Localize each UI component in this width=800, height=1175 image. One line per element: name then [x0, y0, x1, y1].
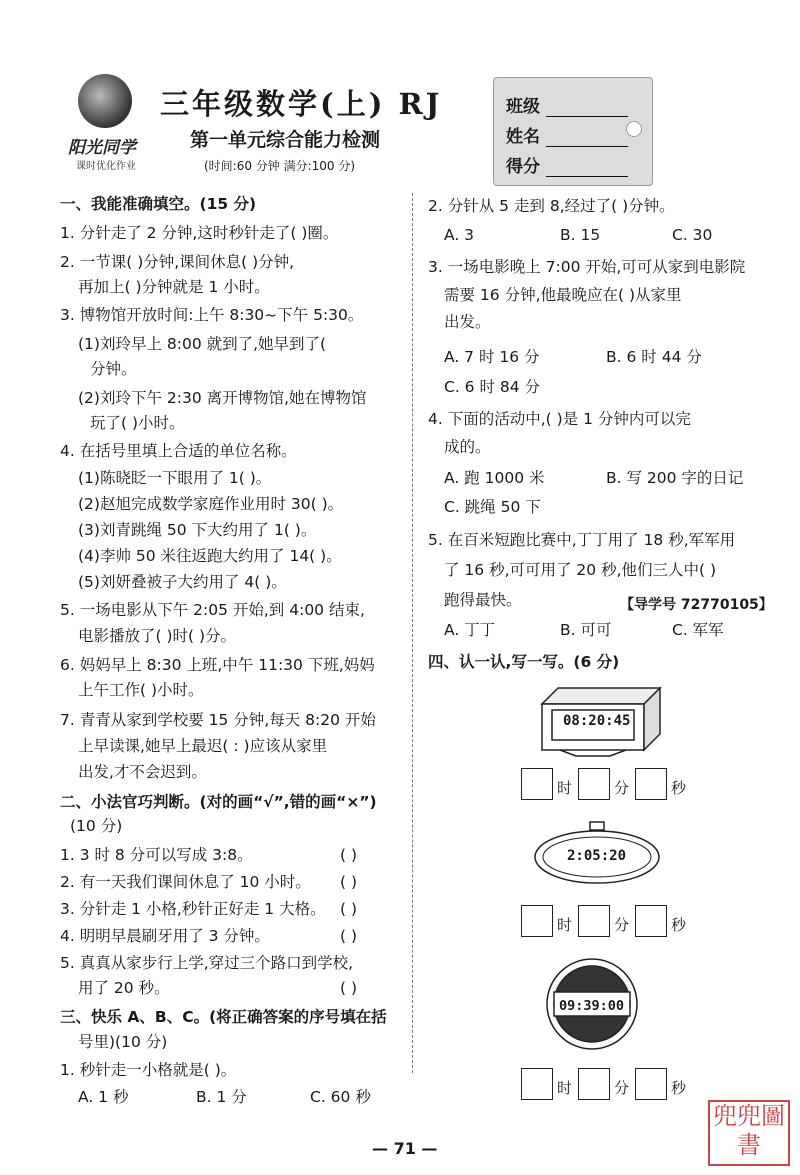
section-1-heading: 一、我能准确填空。(15 分): [60, 195, 257, 213]
question-1-2-cont: 再加上( )分钟就是 1 小时。: [78, 278, 270, 296]
choice-3-b[interactable]: B. 6 时 44 分: [606, 348, 702, 366]
student-info-tag: [493, 77, 653, 186]
choice-5-c[interactable]: C. 军军: [672, 621, 724, 639]
clock-1-hour-label: 时: [557, 779, 573, 797]
judge-1: 1. 3 时 8 分可以写成 3:8。: [60, 846, 253, 864]
question-1-6-cont: 上午工作( )小时。: [78, 681, 204, 699]
choice-4-b[interactable]: B. 写 200 字的日记: [606, 469, 744, 487]
question-1-6: 6. 妈妈早上 8:30 上班,中午 11:30 下班,妈妈: [60, 656, 375, 674]
choice-3-cont: 需要 16 分钟,他最晚应在( )从家里: [444, 286, 682, 304]
page-subtitle: 第一单元综合能力检测: [190, 129, 381, 151]
judge-5-cont: 用了 20 秒。: [78, 979, 170, 997]
judge-5-answer[interactable]: ( ): [340, 979, 358, 997]
choice-2: 2. 分针从 5 走到 8,经过了( )分钟。: [428, 197, 675, 215]
clock-1-second-box[interactable]: [635, 768, 667, 800]
judge-3-answer[interactable]: ( ): [340, 900, 358, 918]
clock-3-second-label: 秒: [671, 1079, 687, 1097]
clock-3-time: 09:39:00: [559, 998, 625, 1014]
section-2-heading: 二、小法官巧判断。(对的画“√”,错的画“×”): [60, 793, 377, 811]
brand-name: 阳光同学: [68, 138, 136, 158]
question-1-1: 1. 分针走了 2 分钟,这时秒针走了( )圈。: [60, 224, 339, 242]
section-3-heading: 三、快乐 A、B、C。(将正确答案的序号填在括: [60, 1008, 387, 1026]
choice-4-a[interactable]: A. 跑 1000 米: [444, 469, 545, 487]
judge-4: 4. 明明早晨刷牙用了 3 分钟。: [60, 927, 270, 945]
question-1-4-3: (3)刘青跳绳 50 下大约用了 1( )。: [78, 521, 317, 539]
question-1-4-4: (4)李帅 50 米往返跑大约用了 14( )。: [78, 547, 342, 565]
question-1-3: 3. 博物馆开放时间:上午 8:30~下午 5:30。: [60, 306, 364, 324]
judge-2: 2. 有一天我们课间休息了 10 小时。: [60, 873, 311, 891]
clock-3-hour-label: 时: [557, 1079, 573, 1097]
judge-5: 5. 真真从家步行上学,穿过三个路口到学校,: [60, 954, 354, 972]
clock-3-minute-label: 分: [614, 1079, 630, 1097]
clock-1-time: 08:20:45: [563, 713, 631, 729]
choice-2-a[interactable]: A. 3: [444, 226, 475, 244]
clock-2-time: 2:05:20: [567, 848, 627, 864]
choice-1-b[interactable]: B. 1 分: [196, 1088, 247, 1106]
publisher-seal-stamp: 兜兜圖書: [708, 1100, 790, 1166]
clock-3-hour-box[interactable]: [521, 1068, 553, 1100]
question-1-3-1-cont: 分钟。: [90, 360, 137, 378]
question-1-7-cont2: 出发,才不会迟到。: [78, 763, 207, 781]
question-1-4: 4. 在括号里填上合适的单位名称。: [60, 442, 297, 460]
question-1-4-5: (5)刘妍叠被子大约用了 4( )。: [78, 573, 287, 591]
name-field[interactable]: 姓名: [506, 122, 628, 147]
choice-5-cont: 了 16 秒,可可用了 20 秒,他们三人中( ): [444, 561, 717, 579]
choice-4-cont: 成的。: [444, 438, 491, 456]
exam-meta: (时间:60 分钟 满分:100 分): [204, 159, 356, 173]
question-1-3-2: (2)刘玲下午 2:30 离开博物馆,她在博物馆: [78, 389, 367, 407]
question-1-7-cont: 上早读课,她早上最迟( : )应该从家里: [78, 737, 328, 755]
section-3-heading-cont: 号里)(10 分): [78, 1033, 168, 1051]
page-number: — 71 —: [372, 1139, 438, 1158]
question-1-4-1: (1)陈晓眨一下眼用了 1( )。: [78, 469, 272, 487]
question-1-4-2: (2)赵旭完成数学家庭作业用时 30( )。: [78, 495, 344, 513]
tag-hole-icon: [626, 121, 642, 137]
question-1-5: 5. 一场电影从下午 2:05 开始,到 4:00 结束,: [60, 601, 365, 619]
choice-2-b[interactable]: B. 15: [560, 226, 601, 244]
clock-1-hour-box[interactable]: [521, 768, 553, 800]
question-1-3-1: (1)刘玲早上 8:00 就到了,她早到了(: [78, 335, 327, 353]
brand-subtitle: 课时优化作业: [76, 161, 136, 172]
choice-3-a[interactable]: A. 7 时 16 分: [444, 348, 540, 366]
column-divider: [412, 193, 413, 1073]
choice-3: 3. 一场电影晚上 7:00 开始,可可从家到电影院: [428, 258, 746, 276]
question-1-2: 2. 一节课( )分钟,课间休息( )分钟,: [60, 253, 295, 271]
choice-5-cont2: 跑得最快。: [444, 591, 522, 609]
judge-1-answer[interactable]: ( ): [340, 846, 358, 864]
judge-4-answer[interactable]: ( ): [340, 927, 358, 945]
clock-2-minute-label: 分: [614, 916, 630, 934]
choice-1-a[interactable]: A. 1 秒: [78, 1088, 129, 1106]
judge-3: 3. 分针走 1 小格,秒针正好走 1 大格。: [60, 900, 326, 918]
question-1-5-cont: 电影播放了( )时( )分。: [78, 627, 237, 645]
clock-3-minute-box[interactable]: [578, 1068, 610, 1100]
choice-1: 1. 秒针走一小格就是( )。: [60, 1061, 237, 1079]
class-field[interactable]: 班级: [506, 92, 628, 117]
clock-1-minute-label: 分: [614, 779, 630, 797]
judge-2-answer[interactable]: ( ): [340, 873, 358, 891]
clock-1-second-label: 秒: [671, 779, 687, 797]
question-1-7: 7. 青青从家到学校要 15 分钟,每天 8:20 开始: [60, 711, 376, 729]
choice-3-c[interactable]: C. 6 时 84 分: [444, 378, 541, 396]
guide-number: 【导学号 72770105】: [620, 597, 773, 613]
clock-2-second-box[interactable]: [635, 905, 667, 937]
question-1-3-2-cont: 玩了( )小时。: [90, 414, 185, 432]
choice-5-a[interactable]: A. 丁丁: [444, 621, 496, 639]
clock-2-hour-box[interactable]: [521, 905, 553, 937]
choice-5-b[interactable]: B. 可可: [560, 621, 612, 639]
choice-5: 5. 在百米短跑比赛中,丁丁用了 18 秒,军军用: [428, 531, 736, 549]
choice-3-cont2: 出发。: [444, 313, 491, 331]
clock-2-minute-box[interactable]: [578, 905, 610, 937]
clock-1-minute-box[interactable]: [578, 768, 610, 800]
choice-1-c[interactable]: C. 60 秒: [310, 1088, 371, 1106]
clock-2-hour-label: 时: [557, 916, 573, 934]
page-title: 三年级数学(上) RJ: [160, 87, 443, 121]
clock-3-second-box[interactable]: [635, 1068, 667, 1100]
score-field[interactable]: 得分: [506, 152, 628, 177]
choice-4: 4. 下面的活动中,( )是 1 分钟内可以完: [428, 410, 691, 428]
section-2-points: (10 分): [70, 817, 123, 835]
clock-2-second-label: 秒: [671, 916, 687, 934]
logo-sun-icon: [78, 74, 132, 128]
section-4-heading: 四、认一认,写一写。(6 分): [428, 653, 620, 671]
choice-4-c[interactable]: C. 跳绳 50 下: [444, 498, 541, 516]
choice-2-c[interactable]: C. 30: [672, 226, 713, 244]
